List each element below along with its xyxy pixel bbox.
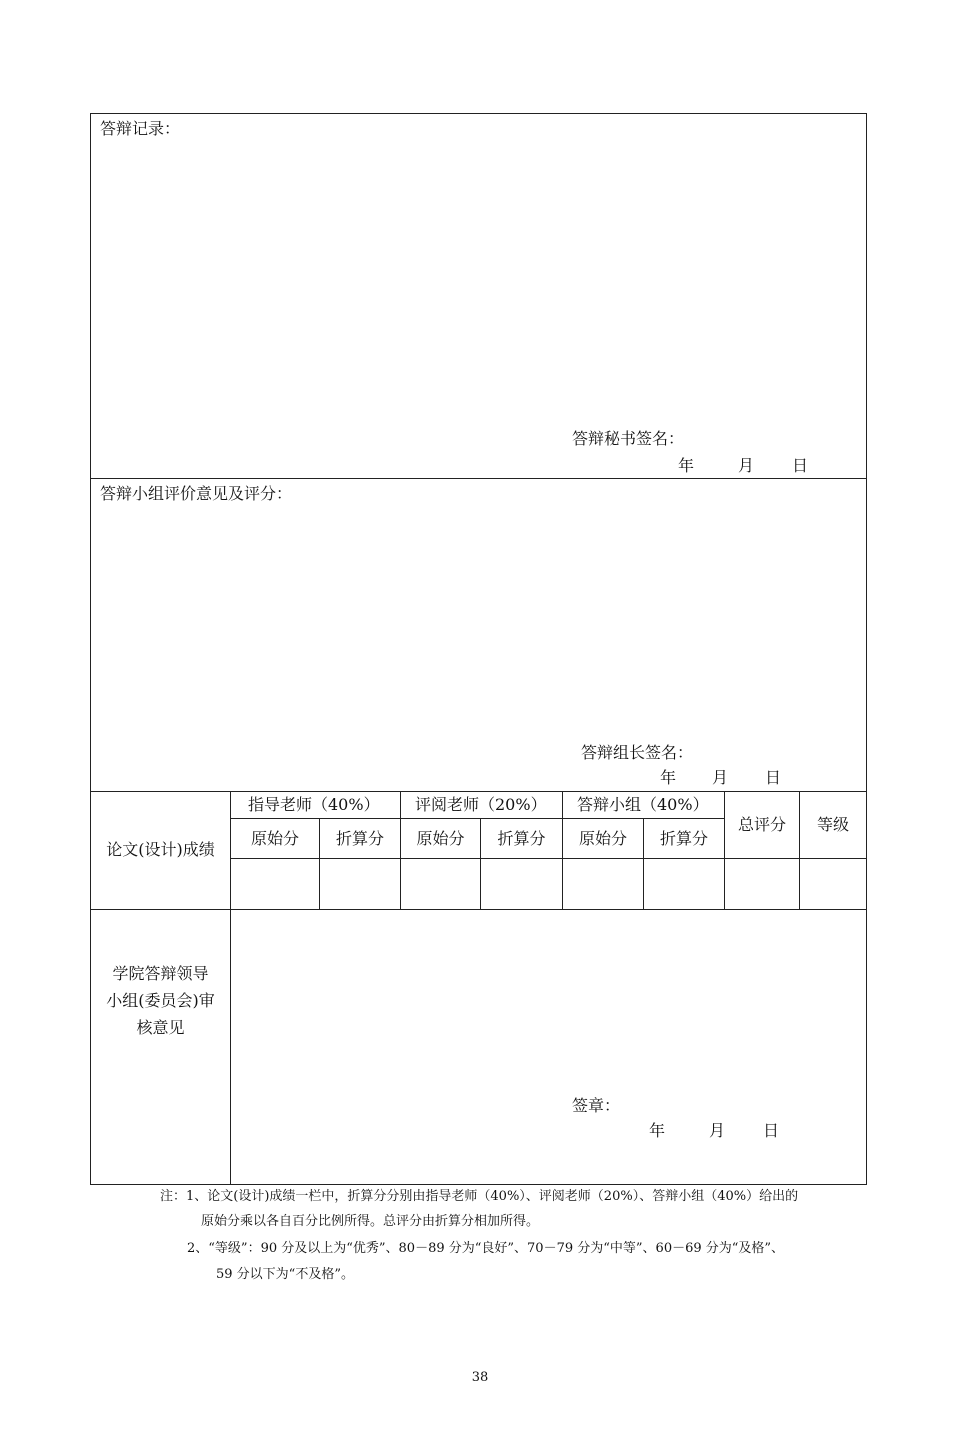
note-1-line-2: 原始分乘以各自百分比例所得。总评分由折算分相加所得。 bbox=[201, 1214, 540, 1229]
group-header-defense-group: 答辩小组（40%） bbox=[577, 795, 709, 814]
grade-header: 等级 bbox=[816, 815, 849, 834]
college-review-year: 年 bbox=[649, 1121, 666, 1140]
divider-score-table bbox=[90, 909, 867, 910]
college-review-label bbox=[91, 960, 230, 1040]
group-header-reviewer: 评阅老师（20%） bbox=[415, 795, 547, 814]
sub-header-advisor-raw: 原始分 bbox=[250, 828, 299, 848]
group-header-advisor: 指导老师（40%） bbox=[248, 795, 380, 814]
record-label: 答辩记录： bbox=[100, 119, 181, 138]
divider-record bbox=[90, 478, 867, 479]
note-2-line-1: 2、“等级”：90 分及以上为“优秀”、80－89 分为“良好”、70－79 分为“中等”、60－69 分为“及格”、 bbox=[187, 1241, 785, 1256]
score-entry-reviewer-raw[interactable] bbox=[401, 859, 480, 909]
page-number: 38 bbox=[471, 1370, 489, 1385]
score-entry-advisor-weighted[interactable] bbox=[320, 859, 400, 909]
sub-header-advisor-weighted: 折算分 bbox=[335, 828, 384, 848]
record-day: 日 bbox=[792, 456, 809, 475]
score-entry-advisor-raw[interactable] bbox=[231, 859, 319, 909]
college-review-label-line-1: 学院答辩领导 bbox=[112, 963, 209, 983]
note-2-line-2: 59 分以下为“不及格”。 bbox=[216, 1267, 354, 1282]
total-score-header: 总评分 bbox=[737, 815, 786, 834]
score-entry-total[interactable] bbox=[725, 859, 799, 909]
college-review-label-line-2: 小组(委员会)审 bbox=[106, 990, 215, 1010]
score-entry-group-weighted[interactable] bbox=[644, 859, 724, 909]
group-eval-label: 答辩小组评价意见及评分： bbox=[100, 484, 293, 503]
college-review-month: 月 bbox=[709, 1121, 726, 1140]
college-review-label-line-3: 核意见 bbox=[136, 1017, 185, 1037]
record-month: 月 bbox=[738, 456, 755, 475]
score-row-label: 论文(设计)成绩 bbox=[106, 840, 215, 859]
sub-header-reviewer-raw: 原始分 bbox=[416, 828, 465, 848]
leader-sign-label: 答辩组长签名： bbox=[581, 743, 694, 762]
score-entry-grade[interactable] bbox=[800, 859, 866, 909]
sub-header-group-weighted: 折算分 bbox=[659, 828, 708, 848]
secretary-sign-label: 答辩秘书签名： bbox=[572, 429, 685, 448]
stamp-label: 签章： bbox=[572, 1096, 621, 1115]
note-1-line-1: 注：1、论文(设计)成绩一栏中，折算分分别由指导老师（40%）、评阅老师（20%）、答辩小组（40%）给出的 bbox=[160, 1189, 799, 1204]
group-eval-month: 月 bbox=[712, 768, 729, 787]
score-entry-reviewer-weighted[interactable] bbox=[481, 859, 562, 909]
sub-header-reviewer-weighted: 折算分 bbox=[497, 828, 546, 848]
group-eval-day: 日 bbox=[765, 768, 782, 787]
record-year: 年 bbox=[678, 456, 695, 475]
sub-header-group-raw: 原始分 bbox=[578, 828, 627, 848]
college-review-day: 日 bbox=[763, 1121, 780, 1140]
score-entry-group-raw[interactable] bbox=[563, 859, 643, 909]
group-eval-year: 年 bbox=[660, 768, 677, 787]
